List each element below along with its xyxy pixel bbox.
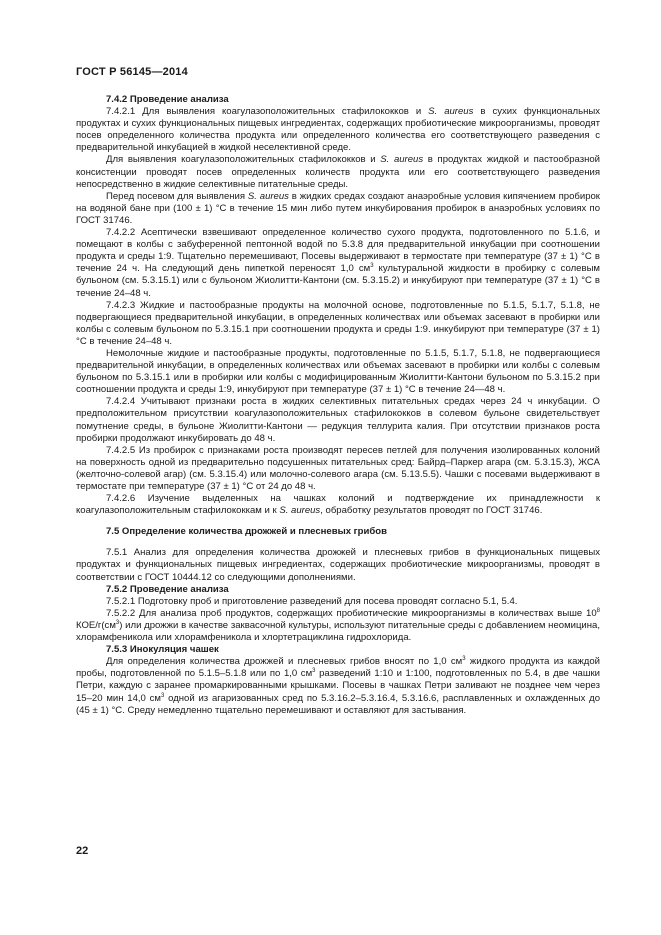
text-run: жидкого продукта из каждой пробы, подготовленной по 5.1.5–5.1.8 или по 1,0 см — [76, 656, 600, 680]
text-run: Для определения количества дрожжей и плесневых грибов вносят по 1,0 см — [106, 656, 463, 668]
paragraph-7-4-2-6: 7.4.2.6 Изучение выделенных на чашках колоний и подтверждение их принадлежности к коагулазоположительным стафилококкам и к S. aureus, обработку результатов проводят по ГОСТ 31746. — [76, 493, 600, 517]
document-code-header: ГОСТ Р 56145—2014 — [76, 66, 188, 78]
species-name: S. aureus — [428, 106, 474, 118]
superscript: 3 — [160, 692, 165, 699]
paragraph-7-4-2-5: 7.4.2.5 Из пробирок с признаками роста производят пересев петлей для получения изолированных колоний на поверхность одной из предварительно подсушенных питательных сред: Байрд–Паркер агара (см. 5.3.15.3), ЖСА (желточно-солевой агар) (см. 5.3.15.4) или молочно-солевого агара (см. 5.13.5.5). Чашки с посевами выдерживают в термостате при температуре (37 ± 1) °С от 24 до 48 ч. — [76, 444, 600, 492]
section-title-7-4-2: 7.4.2 Проведение анализа — [106, 94, 229, 105]
text-run: 7.4.2.2 Асептически взвешивают определенное количество сухого продукта, подготовленного по 5.1.6, и помещают в колбы с забуференной пептонной водой по 5.3.8 для предварительной инкубации при соотношении продукта и среды 1:9. Тщательно перемешивают, Посевы выдерживают в термостате при температуре (37 ± 1) °С в течение 24 ч. На следующий день пипеткой переносят 1,0 см — [76, 227, 600, 275]
paragraph-7-5-1: 7.5.1 Анализ для определения количества дрожжей и плесневых грибов в функциональных пищевых продуктах и функциональных пищевых ингредиентах, содержащих пробиотические микроорганизмы, проводят в соответствии с ГОСТ 10444.12 со следующими дополнениями. — [76, 547, 600, 583]
section-title-7-5-3: 7.5.3 Инокуляция чашек — [106, 644, 219, 656]
text-run: культуральной жидкости в пробирку с солевым бульоном (см. 5.3.15.1) или с бульоном Жиолитти-Кантони (см. 5.3.15.2) и инкубируют при температуре (37 ± 1) °С в течение 24–48 ч. — [76, 263, 600, 299]
document-body — [76, 94, 600, 717]
paragraph-7-4-2-2 — [76, 227, 600, 300]
text-run: одной из агаризованных сред по 5.3.16.2–5.3.16.4, 5.3.16.6, расплавленных и охлажденных до (45 ± 1) °С. Среду немедленно тщательно перемешивают и оставляют для застывания. — [76, 692, 600, 716]
species-name: S. aureus — [279, 505, 321, 517]
section-title-7-5: 7.5 Определение количества дрожжей и плесневых грибов — [106, 526, 387, 538]
superscript: 8 — [596, 607, 600, 614]
paragraph-7-5-3 — [76, 656, 600, 716]
superscript: 3 — [370, 263, 374, 270]
text-run: ) или дрожжи в качестве заквасочной культуры, используют питательные среды с добавлением неомицина, хлорамфеникола или хлорамфеникола и хлортетрациклина гидрохлорида. — [76, 619, 600, 644]
superscript: 3 — [462, 656, 466, 663]
superscript: 3 — [312, 668, 316, 675]
species-name: S. aureus — [380, 154, 424, 166]
paragraph-7-4-2-3-b: Немолочные жидкие и пастообразные продукты, подготовленные по 5.1.5, 5.1.7, 5.1.8, не подвергающиеся предварительной инкубации, в определенных количествах или объемах засевают в пробирки или колбы с солевым бульоном по 5.3.15.1 или в пробирки или колбы с модифицированным Жиолитти-Кантони бульоном по 5.3.15.2 при соотношении продукта и среды 1:9, инкубируют при температуре (37 ± 1) °С в течение 24—48 ч. — [76, 347, 600, 396]
text-run: КОЕ/г(см — [76, 619, 116, 631]
paragraph-7-5-2-2 — [76, 608, 600, 644]
paragraph-7-4-2-1: 7.4.2.1 Для выявления коагулазоположительных стафилококков и S. aureus в сухих функциональных продуктах и сухих функциональных пищевых ингредиентах, содержащих пробиотические микроорганизмы, проводят посев определенного количества продукта или определенного количества его соответствующего разведения с предварительной инкубацией в жидкой неселективной среде. — [76, 106, 600, 154]
paragraph-7-5-2-1: 7.5.2.1 Подготовку проб и приготовление разведений для посева проводят согласно 5.1, 5.4. — [106, 595, 518, 607]
paragraph-7-4-2-1-c: Перед посевом для выявления S. aureus в жидких средах создают анаэробные условия кипячением пробирок на водяной бане при (100 ± 1) °С в течение 15 мин либо путем инкубирования пробирок в анаэробных условиях по ГОСТ 31746. — [76, 190, 600, 226]
paragraph-7-4-2-1-b: Для выявления коагулазоположительных стафилококков и S. aureus в продуктах жидкой и пастообразной консистенции проводят посев определенных количеств продукта или его соответствующего разведения непосредственно в жидкие селективные питательные среды. — [76, 154, 600, 190]
section-title-7-5-2: 7.5.2 Проведение анализа — [106, 583, 229, 595]
text-run: разведений 1:10 и 1:100, подготовленных по 5.4, в две чашки Петри, каждую с заранее промаркированными крышками. Посевы в чашках Петри заливают не позднее чем через 15–20 мин 14,0 см — [76, 668, 600, 704]
superscript: 3 — [115, 619, 120, 626]
paragraph-7-4-2-4: 7.4.2.4 Учитывают признаки роста в жидких селективных питательных средах через 24 ч инкубации. О предположительном присутствии коагулазоположительных стафилококков в солевом бульоне свидетельствует помутнение среды, в бульоне Жиолитти-Кантони — редукция теллурита калия. При отсутствии признаков роста пробирки продолжают инкубировать до 48 ч. — [76, 396, 600, 444]
paragraph-7-4-2-3: 7.4.2.3 Жидкие и пастообразные продукты на молочной основе, подготовленные по 5.1.5, 5.1.7, 5.1.8, не подвергающиеся предварительной инкубации, в определенных количествах или объемах засевают в пробирки или колбы с солевым бульоном по 5.3.15.1 при соотношении продукта и среды 1:9. инкубируют при температуре (37 ± 1) °С в течение 24–48 ч. — [76, 299, 600, 347]
page-number: 22 — [76, 845, 89, 857]
species-name: S. aureus — [247, 190, 289, 202]
text-run: 7.5.2.2 Для анализа проб продуктов, содержащих пробиотические микроорганизмы в количествах выше 10 — [106, 607, 597, 619]
